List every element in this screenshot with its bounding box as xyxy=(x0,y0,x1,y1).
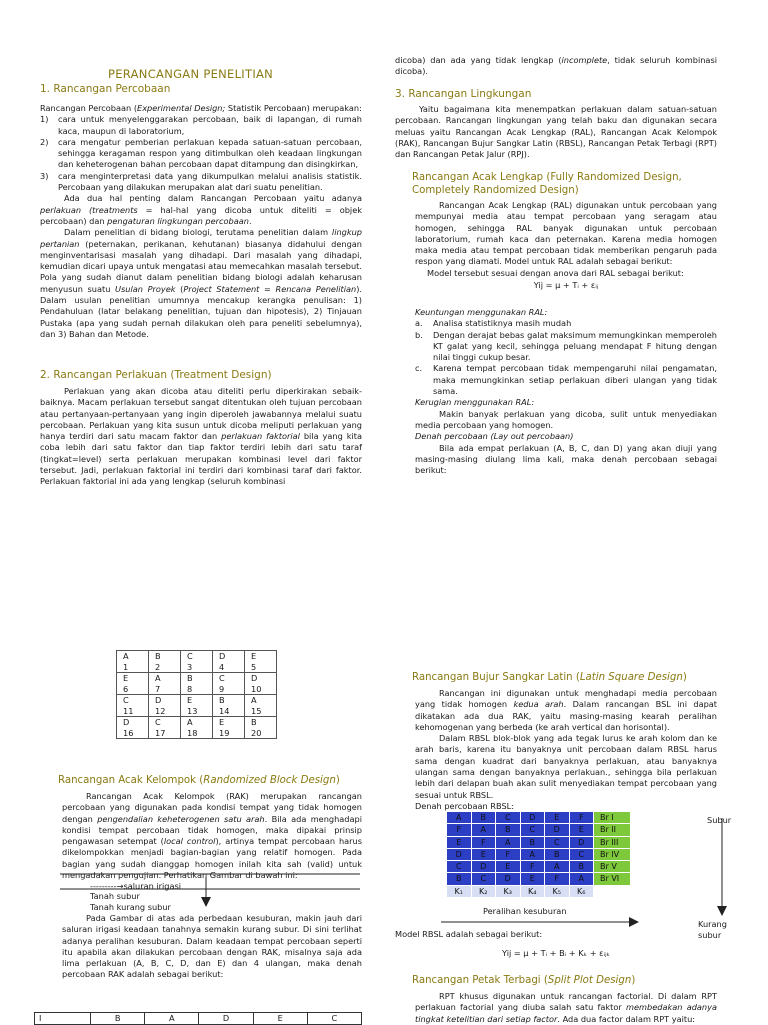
ral-formula: Yij = μ + Tᵢ + εᵢⱼ xyxy=(533,280,599,291)
grid-cell xyxy=(149,717,181,739)
block-cell: C xyxy=(307,1013,361,1025)
rbsl-cell: D xyxy=(496,873,521,885)
block-cell: E xyxy=(253,1013,307,1025)
list-text: Analisa statistiknya masih mudah xyxy=(433,318,572,329)
list-text: cara mengatur pemberian perlakuan kepada satuan-satuan percobaan, sehingga keragaman respon yang ditimbulkan oleh keadaan lingkungan dan keheterogenan bahan percobaan dapat ditampung dan disingkirkan, xyxy=(58,136,362,170)
denah-text: Bila ada empat perlakuan (A, B, C, dan D) yang akan diuji yang masing-masing diulang lima kali, maka denah percobaan sebagai berikut: xyxy=(415,442,717,476)
grid-cell xyxy=(213,717,245,739)
rbsl-cell: C xyxy=(496,812,521,824)
list-marker: b. xyxy=(415,329,423,340)
list-item xyxy=(415,363,717,397)
list-item xyxy=(415,318,717,329)
grid-row xyxy=(117,673,277,695)
treatment-letter: A xyxy=(123,651,129,661)
block-cell: B xyxy=(91,1013,145,1025)
treatment-letter: C xyxy=(219,673,225,683)
rbsl-cell: B xyxy=(447,873,472,885)
rbsl-cell: F xyxy=(496,848,521,860)
rbsl-cell: A xyxy=(569,873,594,885)
ral-layout-grid xyxy=(116,650,277,739)
rbsl-cell: A xyxy=(471,824,496,836)
ral-paragraph: Rancangan Acak Lengkap (RAL) digunakan untuk percobaan yang mempunyai media atau tempat percobaan yang seragam atau homogen, sehingga RAL banyak digunakan untuk percobaan laboratorium, rumah kaca dan peternakan. Karena media homogen maka media atau tempat percobaan tidak memberikan pengaruh pada respon yang diamati. Model untuk RAL adalah sebagai berikut: xyxy=(415,200,717,267)
list-item xyxy=(415,330,717,364)
s1-intro: Rancangan Percobaan (Experimental Design; Statistik Percobaan) merupakan: xyxy=(40,103,362,113)
column-block-label: K₄ xyxy=(520,885,545,897)
rbsl-paragraph-1: Rancangan ini digunakan untuk menghadapi media percobaan yang tidak homogen kedua arah. Dalam rancangan BSL ini dapat dikatakan ada dua RAK, yaitu masing-masing kearah peralihan kehomogenan yang berbeda (ke arah vertical dan horisontal). xyxy=(415,688,718,732)
grid-cell xyxy=(245,717,277,739)
treatment-letter: E xyxy=(187,695,193,705)
grid-cell xyxy=(149,651,181,673)
column-block-label: K₂ xyxy=(471,885,496,897)
rbsl-row xyxy=(447,848,631,860)
rbsl-cell: C xyxy=(569,848,594,860)
rbsl-cell: B xyxy=(520,836,545,848)
block-label: I xyxy=(35,1013,91,1025)
treatment-letter: C xyxy=(155,717,161,727)
plot-number: 8 xyxy=(187,683,193,694)
peralihan-label: Peralihan kesuburan xyxy=(483,906,567,916)
section-2-heading: 2. Rancangan Perlakuan (Treatment Design) xyxy=(40,369,272,381)
rbsl-cell: D xyxy=(520,812,545,824)
rak-heading: Rancangan Acak Kelompok (Randomized Block Design) xyxy=(58,775,340,786)
rpt-heading: Rancangan Petak Terbagi (Split Plot Design) xyxy=(412,975,636,986)
treatment-letter: B xyxy=(219,695,225,705)
plot-number: 10 xyxy=(251,683,262,694)
grid-cell xyxy=(117,695,149,717)
rbsl-cell: E xyxy=(496,861,521,873)
grid-cell xyxy=(245,651,277,673)
plot-number: 12 xyxy=(155,705,166,716)
treatment-letter: E xyxy=(251,651,257,661)
rbsl-cell: F xyxy=(520,861,545,873)
rbsl-cell: D xyxy=(545,824,570,836)
list-marker: a. xyxy=(415,318,423,329)
treatment-letter: D xyxy=(219,651,226,661)
rbsl-cell: E xyxy=(447,836,472,848)
block-cell: A xyxy=(145,1013,199,1025)
section-3-heading: 3. Rancangan Lingkungan xyxy=(395,88,532,100)
denah-label: Denah percobaan (Lay out percobaan) xyxy=(415,431,574,442)
plot-number: 15 xyxy=(251,705,262,716)
rbsl-cell: F xyxy=(545,873,570,885)
plot-number: 2 xyxy=(155,661,161,672)
grid-cell xyxy=(213,695,245,717)
rbsl-cell: C xyxy=(545,836,570,848)
rbsl-paragraph-2: Dalam RBSL blok-blok yang ada tegak lurus ke arah kolom dan ke arah baris, karena itu banyaknya unit percobaan dalam RBSL harus sama dengan kuadrat dari banyaknya perlakuan, atau banyaknya ulangan sama dengan banyaknya perlakuan., sehingga bila perlakuan lebih dari delapan buah akan sulit menyediakan tempat percobaan yang sesuai untuk RBSL. xyxy=(415,733,717,800)
rbsl-cell: C xyxy=(520,824,545,836)
fertility-arrow-head xyxy=(201,897,211,907)
s1-list xyxy=(40,114,362,193)
rbsl-cell: E xyxy=(545,812,570,824)
treatment-letter: D xyxy=(251,673,258,683)
plot-number: 17 xyxy=(155,727,166,738)
grid-cell xyxy=(149,695,181,717)
rbsl-row xyxy=(447,836,631,848)
column-label-row xyxy=(447,885,631,897)
row-block-label: Br IV xyxy=(594,848,631,860)
plot-number: 14 xyxy=(219,705,230,716)
rak-layout-row xyxy=(34,1012,362,1025)
plot-number: 11 xyxy=(123,705,134,716)
plot-number: 16 xyxy=(123,727,134,738)
list-text: cara untuk menyelenggarakan percobaan, baik di lapangan, di rumah kaca, maupun di laboratorium, xyxy=(58,114,362,136)
list-marker: 3) xyxy=(40,170,49,181)
s2-paragraph: Perlakuan yang akan dicoba atau diteliti perlu diperkirakan sebaik-baiknya. Macam perlakuan tersebut sangat ditentukan oleh tujuan percobaan atau pertanyaan-pertanyaan yang ingin diperoleh jawabannya melalui suatu percobaan. Perlakuan yang kita susun untuk dicoba meliputi perlakuan yang hanya terdiri dari satu macam faktor dan perlakuan faktorial bila yang kita coba lebih dari satu faktor dan tiap faktor terdiri lebih dari satu taraf (tingkat=level) serta perlakuan merupakan kombinasi level dari faktor tersebut. Jadi, perlakuan faktorial ini terdiri dari kombinasi taraf dari faktor. Perlakuan faktorial ini ada yang lengkap (seluruh kombinasi xyxy=(40,386,362,487)
row-block-label: Br VI xyxy=(594,873,631,885)
rbsl-model-label: Model RBSL adalah sebagai berikut: xyxy=(395,929,543,939)
treatment-letter: B xyxy=(155,651,161,661)
row-block-label: Br III xyxy=(594,836,631,848)
rbsl-row xyxy=(447,873,631,885)
fertility-vertical-arrow xyxy=(715,818,729,918)
rbsl-cell: F xyxy=(447,824,472,836)
grid-cell xyxy=(117,651,149,673)
list-item xyxy=(40,114,362,137)
grid-cell xyxy=(245,695,277,717)
rbsl-row xyxy=(447,861,631,873)
plot-number: 19 xyxy=(219,727,230,738)
list-text: cara menginterpretasi data yang dikumpulkan melalui analisis statistik. Percobaan yang dilakukan merupakan alat dari suatu penelitian. xyxy=(58,170,362,193)
list-item xyxy=(40,171,362,194)
tanah-subur-label: Tanah subur xyxy=(90,891,140,901)
section-1-heading: 1. Rancangan Percobaan xyxy=(40,83,171,95)
rbsl-cell: F xyxy=(471,836,496,848)
rbsl-cell: A xyxy=(520,848,545,860)
tanah-kurang-subur-label: Tanah kurang subur xyxy=(90,902,171,912)
plot-number: 9 xyxy=(219,683,225,694)
s2-continuation: dicoba) dan ada yang tidak lengkap (incomplete, tidak seluruh kombinasi dicoba). xyxy=(395,55,717,77)
row-block-label: Br V xyxy=(594,861,631,873)
grid-row xyxy=(117,651,277,673)
keuntungan-label: Keuntungan menggunakan RAL: xyxy=(415,307,548,317)
rbsl-formula: Yij = μ + Tᵢ + Bᵢ + Kₖ + εᵢⱼₖ xyxy=(501,948,610,959)
keuntungan-list xyxy=(415,318,717,397)
rbsl-cell: C xyxy=(447,861,472,873)
rbsl-cell: A xyxy=(496,836,521,848)
block-cell: D xyxy=(199,1013,253,1025)
treatment-letter: A xyxy=(251,695,257,705)
rak-paragraph-2: Pada Gambar di atas ada perbedaan kesuburan, makin jauh dari saluran irigasi keadaan tanahnya semakin kurang subur. Di sini terlihat adanya peralihan kesuburan. Dalam keadaan tempat percobaan seperti itu apabila akan dilakukan percobaan dengan RAK, misalnya saja ada lima perlakuan (A, B, C, D, dan E) dan 4 ulangan, maka denah percobaan RAK adalah sebagai berikut: xyxy=(62,913,362,980)
grid-row xyxy=(117,695,277,717)
rbsl-cell: A xyxy=(447,812,472,824)
plot-number: 6 xyxy=(123,683,129,694)
s1-paragraph-3: Dalam penelitian di bidang biologi, terutama penelitian dalam lingkup pertanian (peternakan, perikanan, kehutanan) biasanya didahului dengan menginventarisasi masalah yang dihadapi. Dari masalah yang dihadapi, kemudian dicari upaya untuk mengatasi atau memecahkan masalah tersebut. Pola yang sudah dianut dalam penelitian bidang biologi adalah keharusan menyusun suatu Usulan Proyek (Project Statement = Rencana Penelitian). Dalam usulan penelitian umumnya mencakup kerangka penulisan: 1) Pendahuluan (latar belakang penelitian, tujuan dan hipotesis), 2) Tinjauan Pustaka (apa yang sudah pernah dilakukan oleh para peneliti sebelumnya), dan 3) Bahan dan Metode. xyxy=(40,227,363,339)
kerugian-label: Kerugian menggunakan RAL: xyxy=(415,397,535,408)
s1-paragraph-2: Ada dua hal penting dalam Rancangan Percobaan yaitu adanya perlakuan (treatments = hal-hal yang dicoba untuk diteliti = objek percobaan) dan pengaturan lingkungan percobaan. xyxy=(40,193,362,226)
rbsl-cell: E xyxy=(569,824,594,836)
list-text: Karena tempat percobaan tidak mempengaruhi nilai pengamatan, maka memungkinkan setiap perlakuan diberi ulangan yang tidak sama. xyxy=(433,363,717,397)
ral-model-intro: Model tersebut sesuai dengan anova dari RAL sebagai berikut: xyxy=(427,267,684,278)
rbsl-cell: D xyxy=(471,861,496,873)
page-title: PERANCANGAN PENELITIAN xyxy=(108,67,274,81)
rbsl-cell: B xyxy=(471,812,496,824)
treatment-letter: E xyxy=(123,673,129,683)
grid-row xyxy=(117,717,277,739)
section-1-body xyxy=(40,103,362,340)
rbsl-cell: B xyxy=(496,824,521,836)
irrigation-label: ---------→saluran irigasi xyxy=(90,881,182,892)
rbsl-cell: D xyxy=(447,848,472,860)
plot-number: 5 xyxy=(251,661,257,672)
row-block-label: Br I xyxy=(594,812,631,824)
treatment-letter: D xyxy=(123,717,130,727)
column-block-label: K₅ xyxy=(545,885,570,897)
treatment-letter: D xyxy=(155,695,162,705)
plot-number: 4 xyxy=(219,661,225,672)
rbsl-row xyxy=(447,824,631,836)
grid-cell xyxy=(117,717,149,739)
rpt-paragraph: RPT khusus digunakan untuk rancangan factorial. Di dalam RPT perlakuan factorial yang diuba salah satu faktor membedakan adanya tingkat ketelitian dari setiap factor. Ada dua factor dalam RPT yaitu: xyxy=(415,991,717,1024)
rbsl-row xyxy=(447,812,631,824)
column-block-label: K₁ xyxy=(447,885,472,897)
grid-cell xyxy=(213,651,245,673)
subur-label: Subur xyxy=(707,815,732,825)
grid-cell xyxy=(213,673,245,695)
grid-cell xyxy=(181,695,213,717)
plot-number: 20 xyxy=(251,727,262,738)
rbsl-cell: C xyxy=(471,873,496,885)
list-marker: 1) xyxy=(40,114,49,125)
grid-cell xyxy=(181,651,213,673)
treatment-letter: C xyxy=(187,651,193,661)
list-text: Dengan derajat bebas galat maksimum memungkinkan memperoleh KT galat yang kecil, sehingga peluang mendapat F hitung dengan nilai tinggi cukup besar. xyxy=(433,329,717,363)
plot-number: 18 xyxy=(187,727,198,738)
s3-paragraph: Yaitu bagaimana kita menempatkan perlakuan dalam satuan-satuan percobaan. Rancangan lingkungan yang telah baku dan digunakan secara meluas yaitu Rancangan Acak Lengkap (RAL), Rancangan Acak Kelompok (RAK), Rancangan Bujur Sangkar Latin (RBSL), Rancangan Petak Terbagi (RPT) dan Rancangan Petak Jalur (RPJ). xyxy=(395,104,717,160)
kerugian-text: Makin banyak perlakuan yang dicoba, sulit untuk menyediakan media percobaan yang homogen. xyxy=(415,408,717,430)
grid-cell xyxy=(149,673,181,695)
list-marker: c. xyxy=(415,363,423,374)
column-block-label: K₃ xyxy=(496,885,521,897)
block-row xyxy=(35,1013,362,1025)
grid-cell xyxy=(245,673,277,695)
rbsl-cell: F xyxy=(569,812,594,824)
rak-paragraph-1: Rancangan Acak Kelompok (RAK) merupakan rancangan percobaan yang digunakan pada kondisi tempat yang tidak homogen dengan pengendalian keheterogenen satu arah. Bila ada menghadapi kondisi tempat percobaan tidak homogen, maka dipakai prinsip pengawasan setempat (local control), artinya tempat percobaan harus dikelompokkan menjadi bagian-bagian yang relatif homogen. Pada bagian yang sudah dianggap homogen inilah kita sah (valid) untuk mengadakan pengujian. Perhatikan Gambar di bawah ini: xyxy=(62,791,362,881)
grid-cell xyxy=(117,673,149,695)
rbsl-layout-grid xyxy=(446,811,631,898)
fertility-horizontal-arrow xyxy=(441,917,641,927)
plot-number: 3 xyxy=(187,661,193,672)
treatment-letter: B xyxy=(251,717,257,727)
treatment-letter: A xyxy=(187,717,193,727)
treatment-letter: B xyxy=(187,673,193,683)
rbsl-cell: E xyxy=(520,873,545,885)
rbsl-heading: Rancangan Bujur Sangkar Latin (Latin Square Design) xyxy=(412,672,687,683)
column-block-label: K₆ xyxy=(569,885,594,897)
plot-number: 1 xyxy=(123,661,129,672)
treatment-letter: C xyxy=(123,695,129,705)
rbsl-cell: B xyxy=(569,861,594,873)
plot-number: 7 xyxy=(155,683,161,694)
rbsl-cell: A xyxy=(545,861,570,873)
rbsl-cell: D xyxy=(569,836,594,848)
treatment-letter: E xyxy=(219,717,225,727)
grid-cell xyxy=(181,717,213,739)
rbsl-cell: B xyxy=(545,848,570,860)
ral-heading: Rancangan Acak Lengkap (Fully Randomized Design, Completely Randomized Design) xyxy=(412,172,682,196)
rbsl-denah-label: Denah percobaan RBSL: xyxy=(415,800,514,811)
list-marker: 2) xyxy=(40,136,49,147)
kurang-subur-label: Kurang subur xyxy=(698,919,727,941)
treatment-letter: A xyxy=(155,673,161,683)
row-block-label: Br II xyxy=(594,824,631,836)
plot-number: 13 xyxy=(187,705,198,716)
list-item xyxy=(40,137,362,171)
grid-cell xyxy=(181,673,213,695)
rbsl-cell: E xyxy=(471,848,496,860)
